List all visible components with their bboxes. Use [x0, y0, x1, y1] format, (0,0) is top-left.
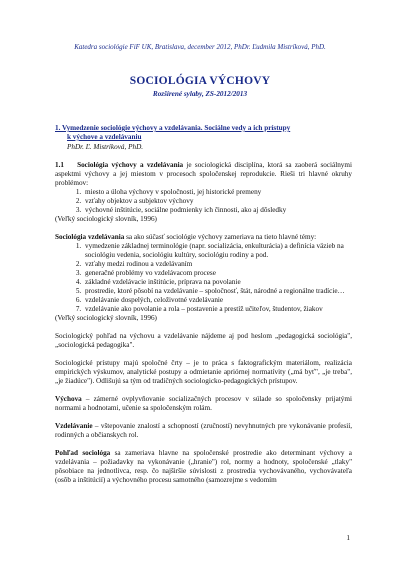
section-heading-line2: k výchove a vzdelávaniu — [67, 133, 142, 141]
source-citation: (Veľký sociologický slovník, 1996) — [55, 215, 157, 223]
list-item: 3. generačné problémy vo vzdelávacom procese — [83, 269, 352, 278]
document-header: Katedra sociológie FiF UK, Bratislava, december 2012, PhDr. Ľudmila Mistríková, PhD. — [74, 43, 326, 51]
paragraph-sociologist-view — [55, 449, 352, 485]
list-item: 2. vzťahy objektov a subjektov výchovy — [83, 197, 352, 206]
document-body — [55, 124, 352, 485]
paragraph-text: je sociologická disciplína, ktorá sa zaoberá sociálnymi aspektmi výchovy a jej miestom v procesoch spoločenskej reprodukcie. Rieši tri hlavné okruhy problémov: — [55, 161, 352, 187]
list-item: 2. vzťahy medzi rodinou a vzdelávaním — [83, 260, 352, 269]
paragraph-sociological-view: Sociologický pohľad na výchovu a vzdelávanie nájdeme aj pod heslom „pedagogická sociológia", „sociologická pedagogika". — [55, 332, 352, 349]
term-sociologist-view: Pohľad sociológa — [55, 449, 111, 457]
term-sociology-education: Sociológia výchovy a vzdelávania — [77, 161, 184, 169]
list-item: 5. prostredie, ktoré pôsobí na vzdelávanie – spoločnosť, štát, národné a regionálne tradície… — [83, 287, 352, 296]
section-author: PhDr. Ľ. Mistríková, PhD. — [67, 143, 144, 151]
list-item: 7. vzdelávanie ako povolanie a rola – postavenie a prestíž učiteľov, študentov, žiakov — [83, 305, 352, 314]
document-subtitle: Rozšírené sylaby, ZS-2012/2013 — [152, 90, 248, 98]
paragraph-approaches: Sociologické prístupy majú spoločné črty – je to práca s faktografickým materiálom, realizácia empirických výskumov, analytické postupy a odmietanie apriórnej normatívity („má byť", „je treba", „je žiadúce"). Odlišujú sa tým od tradičných sociologicko-pedagogických prístupov. — [55, 359, 352, 385]
paragraph-text: – vštepovanie znalostí a schopností (zručností) nevyhnutných pre vykonávanie profesií, rodinných a občianskych rol. — [55, 422, 352, 439]
term-education: Vzdelávanie — [55, 422, 93, 430]
paragraph-number: 1.1 — [55, 161, 64, 169]
topic-list — [55, 242, 352, 314]
paragraph-text: sa zameriava hlavne na spoločenské prostredie ako determinant výchovy a vzdelávania – požiadavky na vykonávanie („hranie") rol, normy a hodnoty, spoločenské „tlaky" pôsobiace na jednotlivca, resp. čo najširšie súvislosti z prostredia vychovávaného, vychovávateľa (osôb a inštitúcií) a výchovného procesu samotného (samozrejme s vedomím — [55, 449, 352, 484]
paragraph-text: – zámerné ovplyvňovanie socializačných procesov v súlade so spoločensky prijatými normami a hodnotami, učenie sa spoločenským rolám. — [55, 395, 352, 412]
list-item: 3. výchovné inštitúcie, sociálne podmienky ich činnosti, ako aj dôsledky — [83, 206, 352, 215]
section-heading — [55, 124, 352, 142]
problem-list — [55, 188, 352, 215]
paragraph-text: sa ako súčasť sociológie výchovy zameriava na tieto hlavné témy: — [124, 233, 317, 241]
paragraph-sociology-learning — [55, 233, 352, 242]
list-item: 1. vymedzenie základnej terminológie (napr. socializácia, enkulturácia) a definícia väzieb na sociológiu vedenia, sociológiu kultúry, sociológiu rodiny a pod. — [83, 242, 352, 260]
term-upbringing: Výchova — [55, 395, 82, 403]
list-item: 6. vzdelávanie dospelých, celoživotné vzdelávanie — [83, 296, 352, 305]
page-number: 1 — [346, 534, 350, 542]
list-item: 4. základné vzdelávacie inštitúcie, príprava na povolanie — [83, 278, 352, 287]
list-item: 1. miesto a úloha výchovy v spoločnosti, jej historické premeny — [83, 188, 352, 197]
source-citation: (Veľký sociologický slovník, 1996) — [55, 314, 157, 322]
paragraph-definition — [55, 161, 352, 188]
paragraph-education — [55, 422, 352, 440]
term-sociology-learning: Sociológia vzdelávania — [55, 233, 125, 241]
paragraph-upbringing — [55, 395, 352, 413]
document-title: SOCIOLÓGIA VÝCHOVY — [129, 75, 271, 87]
section-heading-line1: 1. Vymedzenie sociológie výchovy a vzdelávania. Sociálne vedy a ich prístupy — [55, 124, 291, 132]
